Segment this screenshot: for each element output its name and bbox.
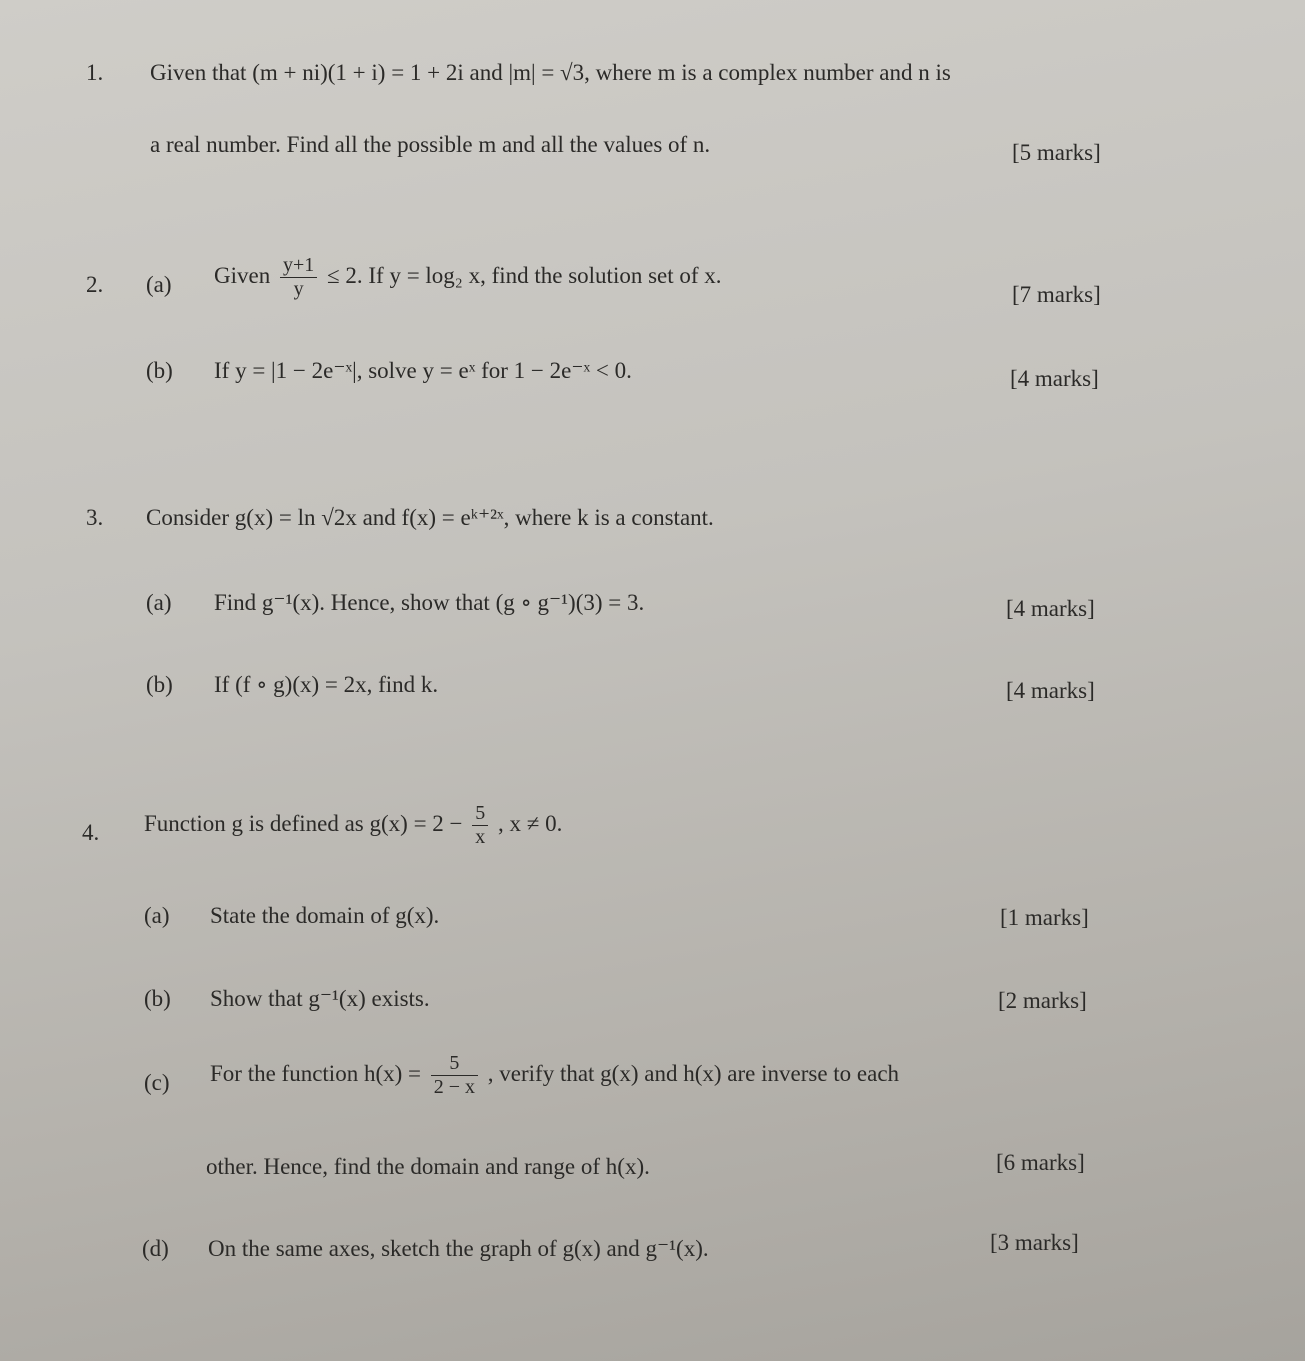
- part-label: (a): [146, 272, 172, 297]
- marks: [4 marks]: [1006, 678, 1095, 703]
- part-label: (b): [146, 672, 173, 697]
- text: Given: [214, 262, 271, 288]
- denominator: 2 − x: [433, 1076, 476, 1098]
- text: For the function h(x) =: [210, 1060, 421, 1086]
- text: , verify that g(x) and h(x) are inverse to each: [487, 1060, 900, 1086]
- question-text: [144, 802, 562, 849]
- marks: [3 marks]: [990, 1230, 1079, 1255]
- question-text: [214, 254, 722, 301]
- question-number: 4.: [82, 820, 100, 845]
- part-label: (b): [144, 986, 171, 1011]
- question-text: State the domain of g(x).: [210, 903, 440, 928]
- question-number: 2.: [86, 272, 104, 297]
- question-text: Given that (m + ni)(1 + i) = 1 + 2i and |m| = √3, where m is a complex number and n is: [150, 60, 951, 85]
- question-text: Show that g⁻¹(x) exists.: [210, 986, 430, 1011]
- question-text: If (f ∘ g)(x) = 2x, find k.: [214, 672, 439, 697]
- marks: [5 marks]: [1012, 140, 1101, 165]
- question-text: a real number. Find all the possible m and all the values of n.: [150, 132, 711, 157]
- question-number: 1.: [86, 60, 104, 85]
- fraction: [280, 254, 317, 301]
- marks: [4 marks]: [1006, 596, 1095, 621]
- question-text: [210, 1052, 899, 1099]
- numerator: 5: [472, 802, 488, 826]
- question-text: Consider g(x) = ln √2x and f(x) = eᵏ⁺²ˣ, where k is a constant.: [146, 505, 714, 530]
- marks: [4 marks]: [1010, 366, 1099, 391]
- question-text: other. Hence, find the domain and range of h(x).: [206, 1154, 650, 1179]
- numerator: 5: [431, 1052, 478, 1076]
- denominator: y: [293, 278, 304, 300]
- question-text: Find g⁻¹(x). Hence, show that (g ∘ g⁻¹)(3) = 3.: [214, 590, 645, 615]
- text: Function g is defined as g(x) = 2 −: [144, 810, 463, 836]
- fraction: [472, 802, 488, 849]
- part-label: (b): [146, 358, 173, 383]
- numerator: y+1: [280, 254, 317, 278]
- marks: [6 marks]: [996, 1150, 1085, 1175]
- denominator: x: [475, 826, 486, 848]
- text: , x ≠ 0.: [498, 810, 563, 836]
- part-label: (d): [142, 1236, 169, 1261]
- marks: [7 marks]: [1012, 282, 1101, 307]
- part-label: (c): [144, 1070, 170, 1095]
- text: ≤ 2. If y = log₂ x, find the solution set of x.: [327, 262, 722, 288]
- question-text: If y = |1 − 2e⁻ˣ|, solve y = eˣ for 1 − 2e⁻ˣ < 0.: [214, 358, 632, 383]
- part-label: (a): [144, 903, 170, 928]
- part-label: (a): [146, 590, 172, 615]
- marks: [2 marks]: [998, 988, 1087, 1013]
- question-number: 3.: [86, 505, 104, 530]
- marks: [1 marks]: [1000, 905, 1089, 930]
- question-text: On the same axes, sketch the graph of g(x) and g⁻¹(x).: [208, 1236, 709, 1261]
- fraction: [431, 1052, 478, 1099]
